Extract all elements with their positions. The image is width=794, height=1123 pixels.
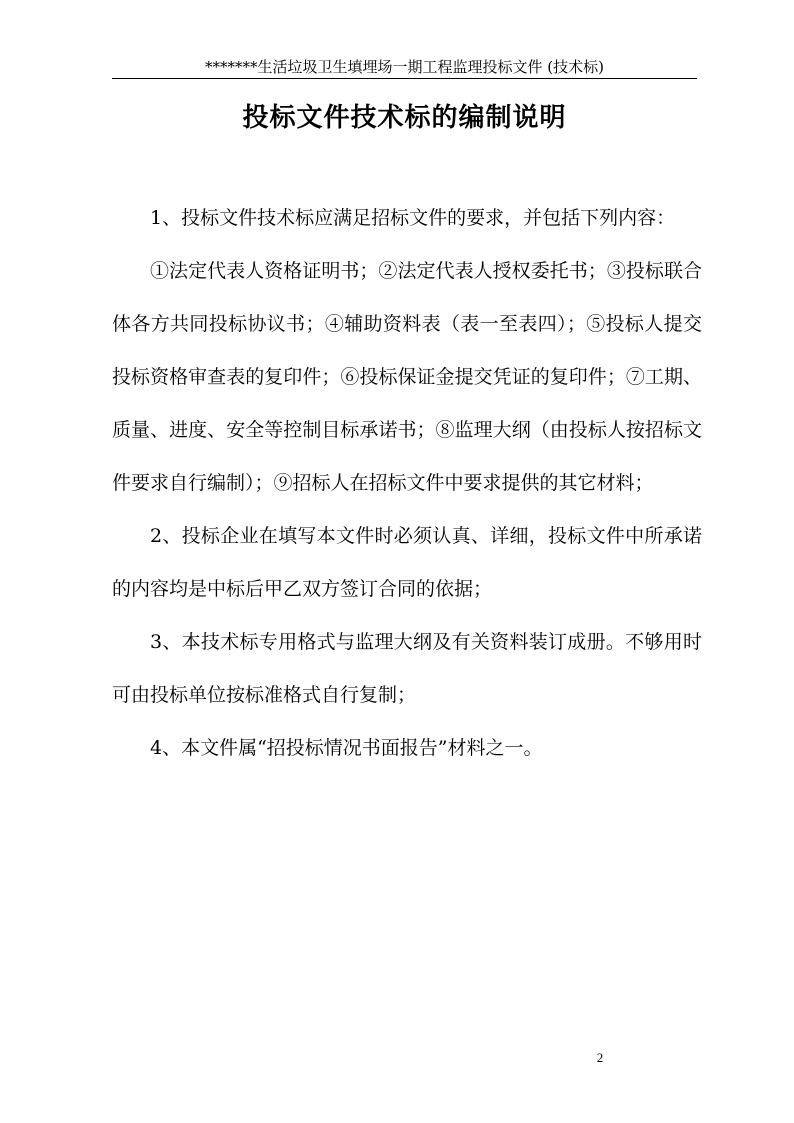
document-body xyxy=(112,192,702,775)
paragraph-3: 3、本技术标专用格式与监理大纲及有关资料装订成册。不够用时可由投标单位按标准格式自行复制； xyxy=(112,631,702,706)
paragraph-1: 1、投标文件技术标应满足招标文件的要求，并包括下列内容： xyxy=(150,207,676,229)
running-header: *******生活垃圾卫生填埋场一期工程监理投标文件 (技术标) xyxy=(112,56,697,79)
paragraph-contents-list: ①法定代表人资格证明书；②法定代表人授权委托书；③投标联合体各方共同投标协议书；④辅助资料表（表一至表四）；⑤投标人提交投标资格审查表的复印件；⑥投标保证金提交凭证的复印件；⑦工期、质量、进度、安全等控制目标承诺书；⑧监理大纲（由投标人按招标文件要求自行编制）；⑨招标人在招标文件中要求提供的其它材料； xyxy=(112,260,702,494)
paragraph-4: 4、本文件属“招投标情况书面报告”材料之一。 xyxy=(150,737,543,759)
paragraph-2: 2、投标企业在填写本文件时必须认真、详细，投标文件中所承诺的内容均是中标后甲乙双方签订合同的依据； xyxy=(112,525,702,600)
document-title: 投标文件技术标的编制说明 xyxy=(242,103,567,133)
page-number: 2 xyxy=(596,1050,604,1065)
